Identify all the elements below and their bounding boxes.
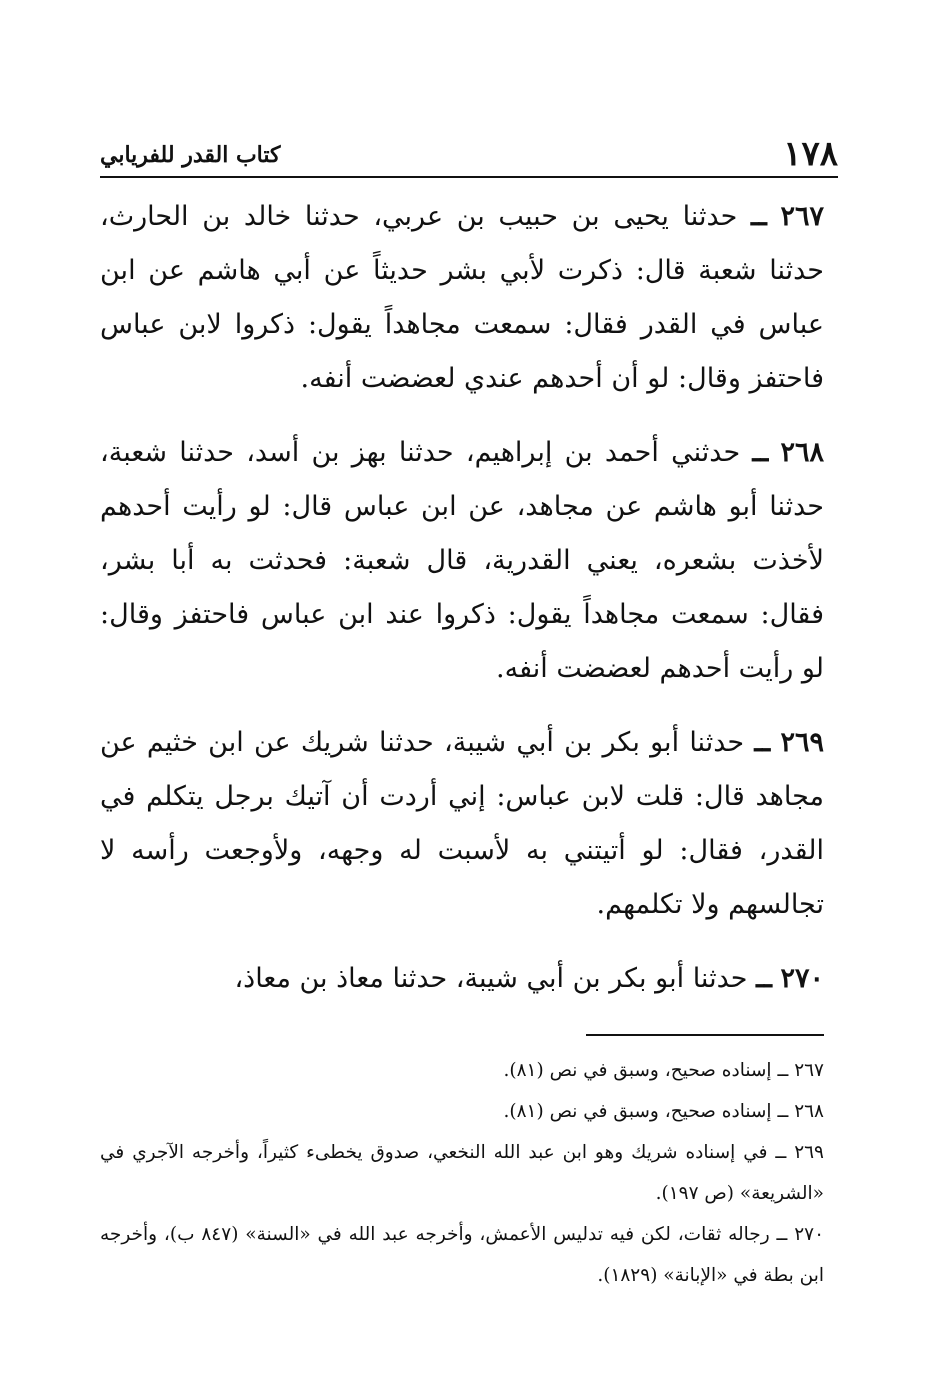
separator-dash: ــ [752, 437, 769, 468]
footnote-text: رجاله ثقات، لكن فيه تدليس الأعمش، وأخرجه عبد الله في «السنة» (٨٤٧ ب)، وأخرجه ابن بطة في «الإبانة» (١٨٢٩). [100, 1224, 824, 1286]
hadith-number: ٢٧٠ [780, 963, 824, 994]
main-text [100, 190, 824, 1026]
hadith-number: ٢٦٨ [780, 437, 824, 468]
separator-dash: ــ [777, 1101, 789, 1122]
footnote [100, 1132, 824, 1214]
footnote-divider [586, 1034, 824, 1036]
footnote-number: ٢٦٩ [794, 1142, 824, 1163]
separator-dash: ــ [756, 963, 772, 994]
separator-dash: ــ [751, 201, 767, 232]
footnote-number: ٢٦٧ [794, 1060, 824, 1081]
footnote-number: ٢٧٠ [794, 1224, 825, 1245]
hadith-number: ٢٦٧ [780, 201, 825, 232]
footnote [100, 1091, 824, 1132]
separator-dash: ــ [776, 1224, 788, 1245]
footnote [100, 1050, 824, 1091]
footnote-text: إسناده صحيح، وسبق في نص (٨١). [503, 1060, 772, 1081]
hadith-paragraph [100, 190, 824, 406]
page-number: ١٧٨ [783, 134, 838, 174]
hadith-paragraph [100, 426, 824, 696]
hadith-text: حدثنا أبو بكر بن أبي شيبة، حدثنا معاذ بن معاذ، [234, 963, 748, 994]
footnote-number: ٢٦٨ [794, 1101, 824, 1122]
footnote [100, 1214, 824, 1296]
footnote-text: في إسناده شريك وهو ابن عبد الله النخعي، صدوق يخطىء كثيراً، وأخرجه الآجري في «الشريعة» (ص ١٩٧). [100, 1142, 824, 1204]
running-title: كتاب القدر للفريابي [100, 142, 281, 168]
page-header [100, 128, 838, 178]
separator-dash: ــ [754, 727, 771, 758]
hadith-paragraph [100, 716, 824, 932]
hadith-text: حدثنا أبو بكر بن أبي شيبة، حدثنا شريك عن ابن خثيم عن مجاهد قال: قلت لابن عباس: إني أردت أن آتيك برجل يتكلم في القدر، فقال: لو أتيتني به لأسبت له وجهه، ولأوجعت رأسه لا تجالسهم ولا تكلمهم. [100, 727, 824, 920]
hadith-paragraph [100, 952, 824, 1006]
hadith-text: حدثنا يحيى بن حبيب بن عربي، حدثنا خالد بن الحارث، حدثنا شعبة قال: ذكرت لأبي بشر حديثاً عن أبي هاشم عن ابن عباس في القدر فقال: سمعت مجاهداً يقول: ذكروا لابن عباس فاحتفز وقال: لو أن أحدهم عندي لعضضت أنفه. [100, 201, 824, 394]
separator-dash: ــ [775, 1142, 787, 1163]
footnote-text: إسناده صحيح، وسبق في نص (٨١). [503, 1101, 772, 1122]
footnotes [100, 1034, 824, 1296]
separator-dash: ــ [777, 1060, 789, 1081]
hadith-text: حدثني أحمد بن إبراهيم، حدثنا بهز بن أسد، حدثنا شعبة، حدثنا أبو هاشم عن مجاهد، عن ابن عباس قال: لو رأيت أحدهم لأخذت بشعره، يعني القدرية، قال شعبة: فحدثت به أبا بشر، فقال: سمعت مجاهداً يقول: ذكروا عند ابن عباس فاحتفز وقال: لو رأيت أحدهم لعضضت أنفه. [100, 437, 824, 684]
hadith-number: ٢٦٩ [780, 727, 824, 758]
